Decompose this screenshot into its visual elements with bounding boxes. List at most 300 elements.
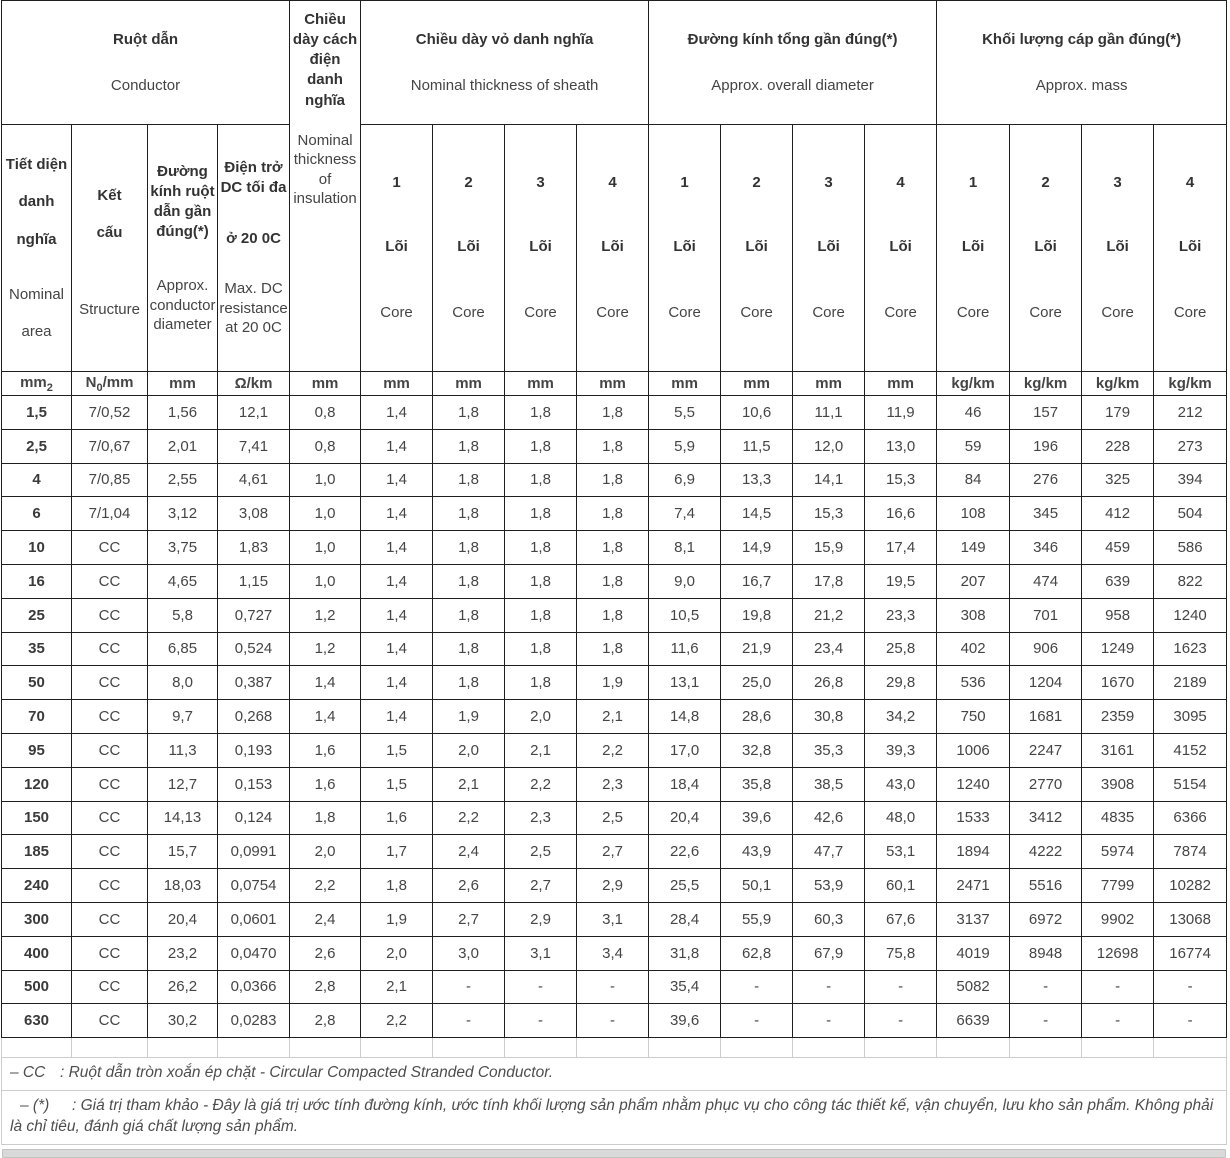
core-header-content <box>361 128 432 368</box>
sub-header-core-3-0 <box>505 125 577 372</box>
core-label-vi: Lõi <box>1178 237 1202 255</box>
value-cell: 11,6 <box>649 632 721 666</box>
horizontal-scrollbar[interactable] <box>2 1149 1226 1158</box>
value-cell: 6366 <box>1154 801 1227 835</box>
value-cell: 14,1 <box>793 463 865 497</box>
value-cell: 19,8 <box>721 598 793 632</box>
value-cell: 21,2 <box>793 598 865 632</box>
value-cell: 18,03 <box>148 869 218 903</box>
row-size-cell: 2,5 <box>2 429 72 463</box>
value-cell: 1,9 <box>577 666 649 700</box>
value-cell: 149 <box>937 531 1010 565</box>
value-cell: 5154 <box>1154 767 1227 801</box>
value-cell: 394 <box>1154 463 1227 497</box>
value-cell: 1,8 <box>577 531 649 565</box>
value-cell: 0,524 <box>218 632 290 666</box>
value-cell: 1,4 <box>361 463 433 497</box>
value-cell: - <box>1010 1004 1082 1038</box>
table-row <box>2 700 1227 734</box>
value-cell: 7874 <box>1154 835 1227 869</box>
value-cell: 4222 <box>1010 835 1082 869</box>
value-cell: 2,1 <box>433 767 505 801</box>
value-cell: 207 <box>937 564 1010 598</box>
value-cell: 5082 <box>937 970 1010 1004</box>
value-cell: 30,8 <box>793 700 865 734</box>
core-label-en: Core <box>740 303 773 321</box>
core-number: 3 <box>1113 173 1122 191</box>
value-cell: - <box>505 1004 577 1038</box>
value-cell: 504 <box>1154 497 1227 531</box>
value-cell: 6972 <box>1010 902 1082 936</box>
core-label-vi: Lõi <box>1106 237 1129 255</box>
core-label-en: Core <box>884 303 917 321</box>
value-cell: 7/0,85 <box>72 463 148 497</box>
value-cell: 459 <box>1082 531 1154 565</box>
value-cell: CC <box>72 970 148 1004</box>
value-cell: CC <box>72 666 148 700</box>
value-cell: - <box>1082 970 1154 1004</box>
value-cell: 4835 <box>1082 801 1154 835</box>
value-cell: 1,8 <box>505 396 577 430</box>
value-cell: 1623 <box>1154 632 1227 666</box>
sub-header-core-1-0 <box>361 125 433 372</box>
value-cell: CC <box>72 531 148 565</box>
core-label-en: Core <box>380 303 413 321</box>
table-row <box>2 1004 1227 1038</box>
value-cell: CC <box>72 700 148 734</box>
value-cell: 0,0283 <box>218 1004 290 1038</box>
table-row <box>2 497 1227 531</box>
value-cell: - <box>1154 970 1227 1004</box>
value-cell: CC <box>72 835 148 869</box>
value-cell: 11,1 <box>793 396 865 430</box>
core-header-content <box>937 128 1009 368</box>
value-cell: 1,8 <box>505 632 577 666</box>
value-cell: 32,8 <box>721 733 793 767</box>
value-cell: 34,2 <box>865 700 937 734</box>
value-cell: 2,6 <box>433 869 505 903</box>
value-cell: 0,8 <box>290 396 361 430</box>
value-cell: 8948 <box>1010 936 1082 970</box>
sub-header-core-3-1 <box>793 125 865 372</box>
table-row <box>2 564 1227 598</box>
value-cell: 25,0 <box>721 666 793 700</box>
value-cell: - <box>865 1004 937 1038</box>
value-cell: 15,3 <box>793 497 865 531</box>
value-cell: 10282 <box>1154 869 1227 903</box>
value-cell: 1,8 <box>433 564 505 598</box>
value-cell: 1,8 <box>433 396 505 430</box>
value-cell: 39,6 <box>649 1004 721 1038</box>
value-cell: - <box>865 970 937 1004</box>
value-cell: 3,1 <box>577 902 649 936</box>
value-cell: 29,8 <box>865 666 937 700</box>
unit-header: mm <box>577 372 649 396</box>
value-cell: 1240 <box>1154 598 1227 632</box>
value-cell: 62,8 <box>721 936 793 970</box>
sub-header-core-1-2 <box>937 125 1010 372</box>
value-cell: 0,124 <box>218 801 290 835</box>
table-row <box>2 936 1227 970</box>
value-cell: 25,8 <box>865 632 937 666</box>
value-cell: 1,8 <box>505 531 577 565</box>
value-cell: 55,9 <box>721 902 793 936</box>
core-number: 1 <box>392 173 401 191</box>
value-cell: - <box>1010 970 1082 1004</box>
value-cell: CC <box>72 733 148 767</box>
value-cell: 0,0366 <box>218 970 290 1004</box>
value-cell: 14,5 <box>721 497 793 531</box>
value-cell: 1,9 <box>433 700 505 734</box>
value-cell: 28,6 <box>721 700 793 734</box>
value-cell: 4019 <box>937 936 1010 970</box>
core-label-vi: Lõi <box>961 237 985 255</box>
value-cell: 1006 <box>937 733 1010 767</box>
value-cell: 31,8 <box>649 936 721 970</box>
spacer-cell <box>505 1038 577 1058</box>
value-cell: 0,727 <box>218 598 290 632</box>
value-cell: 75,8 <box>865 936 937 970</box>
value-cell: 3908 <box>1082 767 1154 801</box>
value-cell: 750 <box>937 700 1010 734</box>
value-cell: 14,9 <box>721 531 793 565</box>
value-cell: 23,2 <box>148 936 218 970</box>
value-cell: 9,7 <box>148 700 218 734</box>
unit-header: kg/km <box>1154 372 1227 396</box>
value-cell: 35,4 <box>649 970 721 1004</box>
row-size-cell: 95 <box>2 733 72 767</box>
unit-header: kg/km <box>1082 372 1154 396</box>
table-row <box>2 869 1227 903</box>
value-cell: 6,9 <box>649 463 721 497</box>
value-cell: 1,4 <box>361 497 433 531</box>
value-cell: - <box>721 1004 793 1038</box>
value-cell: 22,6 <box>649 835 721 869</box>
row-size-cell: 630 <box>2 1004 72 1038</box>
value-cell: 701 <box>1010 598 1082 632</box>
value-cell: 2,1 <box>505 733 577 767</box>
value-cell: 16,6 <box>865 497 937 531</box>
value-cell: CC <box>72 632 148 666</box>
core-number: 3 <box>824 173 833 191</box>
spacer-cell <box>72 1038 148 1058</box>
value-cell: 2,0 <box>361 936 433 970</box>
row-size-cell: 35 <box>2 632 72 666</box>
spacer-cell <box>1082 1038 1154 1058</box>
value-cell: 536 <box>937 666 1010 700</box>
value-cell: CC <box>72 767 148 801</box>
row-size-cell: 400 <box>2 936 72 970</box>
value-cell: - <box>505 970 577 1004</box>
value-cell: 1,9 <box>361 902 433 936</box>
value-cell: 1,8 <box>290 801 361 835</box>
value-cell: 9902 <box>1082 902 1154 936</box>
value-cell: 0,0601 <box>218 902 290 936</box>
value-cell: 5,8 <box>148 598 218 632</box>
value-cell: 0,268 <box>218 700 290 734</box>
value-cell: 2471 <box>937 869 1010 903</box>
value-cell: 2247 <box>1010 733 1082 767</box>
core-header-content <box>433 128 504 368</box>
spacer-cell <box>1010 1038 1082 1058</box>
unit-header: mm <box>361 372 433 396</box>
value-cell: 8,0 <box>148 666 218 700</box>
value-cell: - <box>577 1004 649 1038</box>
value-cell: 1,4 <box>361 666 433 700</box>
footnote-reference-text: : Giá trị tham khảo - Đây là giá trị ước tính đường kính, ước tính khối lượng sản phẩm nhằm phục vụ cho công tác thiết kế, vận chuyển, lưu kho sản phẩm. Không phải là chỉ tiêu, đánh giá chất lượng sản phẩm. <box>10 1097 1214 1135</box>
value-cell: 30,2 <box>148 1004 218 1038</box>
core-header-content <box>721 128 792 368</box>
value-cell: 10,6 <box>721 396 793 430</box>
value-cell: 5516 <box>1010 869 1082 903</box>
value-cell: 13,0 <box>865 429 937 463</box>
value-cell: 7/0,52 <box>72 396 148 430</box>
value-cell: 2,55 <box>148 463 218 497</box>
spacer-row <box>2 1038 1227 1058</box>
row-size-cell: 25 <box>2 598 72 632</box>
core-label-en: Core <box>956 303 990 321</box>
value-cell: 1,8 <box>433 463 505 497</box>
value-cell: 2,0 <box>505 700 577 734</box>
value-cell: 60,1 <box>865 869 937 903</box>
group-header-mass-en: Approx. mass <box>1035 76 1128 94</box>
group-header-mass <box>937 1 1227 125</box>
value-cell: - <box>721 970 793 1004</box>
value-cell: 1,0 <box>290 564 361 598</box>
value-cell: 59 <box>937 429 1010 463</box>
value-cell: 1,4 <box>290 700 361 734</box>
core-label-vi: Lõi <box>457 237 480 255</box>
value-cell: 1,4 <box>361 632 433 666</box>
value-cell: 1,8 <box>433 632 505 666</box>
sub-header-dc-resistance-vi2: ở 20 0C <box>226 229 281 247</box>
core-label-vi: Lõi <box>601 237 624 255</box>
value-cell: 15,7 <box>148 835 218 869</box>
group-header-insulation-vi: Chiều dày cách điện danh nghĩa <box>292 10 358 109</box>
footnote-cc-label: – CC <box>10 1064 46 1082</box>
value-cell: 84 <box>937 463 1010 497</box>
row-size-cell: 120 <box>2 767 72 801</box>
row-size-cell: 1,5 <box>2 396 72 430</box>
row-size-cell: 185 <box>2 835 72 869</box>
value-cell: 15,9 <box>793 531 865 565</box>
row-size-cell: 70 <box>2 700 72 734</box>
value-cell: 12,0 <box>793 429 865 463</box>
sub-header-structure-vi: Kết cấu <box>96 186 123 241</box>
row-size-cell: 6 <box>2 497 72 531</box>
value-cell: 20,4 <box>148 902 218 936</box>
value-cell: - <box>1082 1004 1154 1038</box>
value-cell: 12,1 <box>218 396 290 430</box>
value-cell: 53,1 <box>865 835 937 869</box>
spacer-cell <box>937 1038 1010 1058</box>
group-header-insulation-en: Nominal thickness of insulation <box>293 131 357 208</box>
core-label-vi: Lõi <box>745 237 768 255</box>
value-cell: - <box>1154 1004 1227 1038</box>
value-cell: 1,8 <box>577 632 649 666</box>
footnote-reference <box>2 1091 1227 1145</box>
value-cell: 43,0 <box>865 767 937 801</box>
unit-header: $mm_2$ <box>2 372 72 396</box>
value-cell: 474 <box>1010 564 1082 598</box>
value-cell: 0,193 <box>218 733 290 767</box>
value-cell: 1,2 <box>290 632 361 666</box>
value-cell: 196 <box>1010 429 1082 463</box>
value-cell: 26,2 <box>148 970 218 1004</box>
value-cell: 2,4 <box>290 902 361 936</box>
value-cell: 179 <box>1082 396 1154 430</box>
core-label-en: Core <box>452 303 485 321</box>
value-cell: CC <box>72 936 148 970</box>
value-cell: 1,6 <box>361 801 433 835</box>
value-cell: 2359 <box>1082 700 1154 734</box>
unit-header: mm <box>721 372 793 396</box>
value-cell: 0,0991 <box>218 835 290 869</box>
value-cell: 346 <box>1010 531 1082 565</box>
sub-header-core-4-2 <box>1154 125 1227 372</box>
value-cell: 4,65 <box>148 564 218 598</box>
core-number: 4 <box>1185 173 1195 191</box>
value-cell: 35,3 <box>793 733 865 767</box>
value-cell: 20,4 <box>649 801 721 835</box>
value-cell: 3,1 <box>505 936 577 970</box>
value-cell: CC <box>72 902 148 936</box>
core-label-vi: Lõi <box>1034 237 1057 255</box>
sub-header-nominal-area-en: Nominal area <box>8 285 65 340</box>
sub-header-core-4-0 <box>577 125 649 372</box>
group-header-sheath-vi: Chiều dày vỏ danh nghĩa <box>415 30 594 48</box>
value-cell: CC <box>72 598 148 632</box>
value-cell: 39,6 <box>721 801 793 835</box>
value-cell: 1,4 <box>361 531 433 565</box>
spacer-cell <box>865 1038 937 1058</box>
value-cell: 1,4 <box>361 396 433 430</box>
footnote-cc <box>2 1058 1227 1091</box>
value-cell: 2,0 <box>433 733 505 767</box>
value-cell: - <box>433 1004 505 1038</box>
value-cell: 4152 <box>1154 733 1227 767</box>
value-cell: 53,9 <box>793 869 865 903</box>
value-cell: 822 <box>1154 564 1227 598</box>
core-label-en: Core <box>668 303 701 321</box>
value-cell: 3137 <box>937 902 1010 936</box>
value-cell: 2,5 <box>577 801 649 835</box>
value-cell: 1,8 <box>577 396 649 430</box>
value-cell: - <box>793 970 865 1004</box>
spacer-cell <box>218 1038 290 1058</box>
value-cell: 1240 <box>937 767 1010 801</box>
core-number: 3 <box>536 173 545 191</box>
value-cell: 43,9 <box>721 835 793 869</box>
table-row <box>2 531 1227 565</box>
value-cell: 1,8 <box>577 429 649 463</box>
spacer-cell <box>361 1038 433 1058</box>
value-cell: 1,4 <box>361 429 433 463</box>
value-cell: 5,5 <box>649 396 721 430</box>
value-cell: 60,3 <box>793 902 865 936</box>
table-row <box>2 767 1227 801</box>
spacer-cell <box>577 1038 649 1058</box>
value-cell: 1,8 <box>577 564 649 598</box>
value-cell: 1,4 <box>290 666 361 700</box>
value-cell: 3,0 <box>433 936 505 970</box>
value-cell: 16774 <box>1154 936 1227 970</box>
value-cell: - <box>577 970 649 1004</box>
table-row <box>2 632 1227 666</box>
value-cell: 3095 <box>1154 700 1227 734</box>
unit-header: mm <box>505 372 577 396</box>
value-cell: 1,6 <box>290 767 361 801</box>
value-cell: 2,2 <box>577 733 649 767</box>
value-cell: 7/0,67 <box>72 429 148 463</box>
spacer-cell <box>2 1038 72 1058</box>
value-cell: 21,9 <box>721 632 793 666</box>
value-cell: 276 <box>1010 463 1082 497</box>
sub-header-structure <box>72 125 148 372</box>
core-header-content <box>505 128 576 368</box>
value-cell: CC <box>72 1004 148 1038</box>
value-cell: 23,3 <box>865 598 937 632</box>
group-header-mass-vi: Khối lượng cáp gần đúng(*) <box>982 30 1182 48</box>
value-cell: 1,83 <box>218 531 290 565</box>
value-cell: 273 <box>1154 429 1227 463</box>
value-cell: 325 <box>1082 463 1154 497</box>
value-cell: 2,2 <box>290 869 361 903</box>
unit-header: mm <box>433 372 505 396</box>
core-label-en: Core <box>524 303 557 321</box>
core-number: 2 <box>752 173 761 191</box>
value-cell: 15,3 <box>865 463 937 497</box>
group-header-conductor-vi: Ruột dẫn <box>113 30 179 48</box>
value-cell: 2189 <box>1154 666 1227 700</box>
sub-header-core-1-1 <box>649 125 721 372</box>
value-cell: 1,2 <box>290 598 361 632</box>
core-label-vi: Lõi <box>385 237 408 255</box>
value-cell: 6639 <box>937 1004 1010 1038</box>
value-cell: 308 <box>937 598 1010 632</box>
sub-header-dc-resistance-vi: Điện trở DC tối đa <box>220 159 287 197</box>
core-number: 2 <box>1041 173 1050 191</box>
value-cell: 1,8 <box>361 869 433 903</box>
value-cell: 2,8 <box>290 970 361 1004</box>
group-header-insulation <box>290 1 361 372</box>
value-cell: 1,4 <box>361 598 433 632</box>
row-size-cell: 10 <box>2 531 72 565</box>
value-cell: 1,8 <box>433 429 505 463</box>
value-cell: 50,1 <box>721 869 793 903</box>
value-cell: 11,5 <box>721 429 793 463</box>
value-cell: 5,9 <box>649 429 721 463</box>
core-header-content <box>649 128 720 368</box>
value-cell: 42,6 <box>793 801 865 835</box>
sub-header-nominal-area <box>2 125 72 372</box>
row-size-cell: 240 <box>2 869 72 903</box>
value-cell: 345 <box>1010 497 1082 531</box>
value-cell: 28,4 <box>649 902 721 936</box>
value-cell: 1,8 <box>505 497 577 531</box>
sub-header-conductor-diameter <box>148 125 218 372</box>
unit-header: mm <box>290 372 361 396</box>
footnote-cc-row <box>2 1058 1227 1091</box>
group-header-overall-diameter <box>649 1 937 125</box>
value-cell: 12,7 <box>148 767 218 801</box>
value-cell: 16,7 <box>721 564 793 598</box>
spacer-cell <box>1154 1038 1227 1058</box>
group-header-conductor-en: Conductor <box>110 76 181 94</box>
value-cell: 1,8 <box>433 531 505 565</box>
sub-header-dc-resistance <box>218 125 290 372</box>
value-cell: 1,4 <box>361 564 433 598</box>
